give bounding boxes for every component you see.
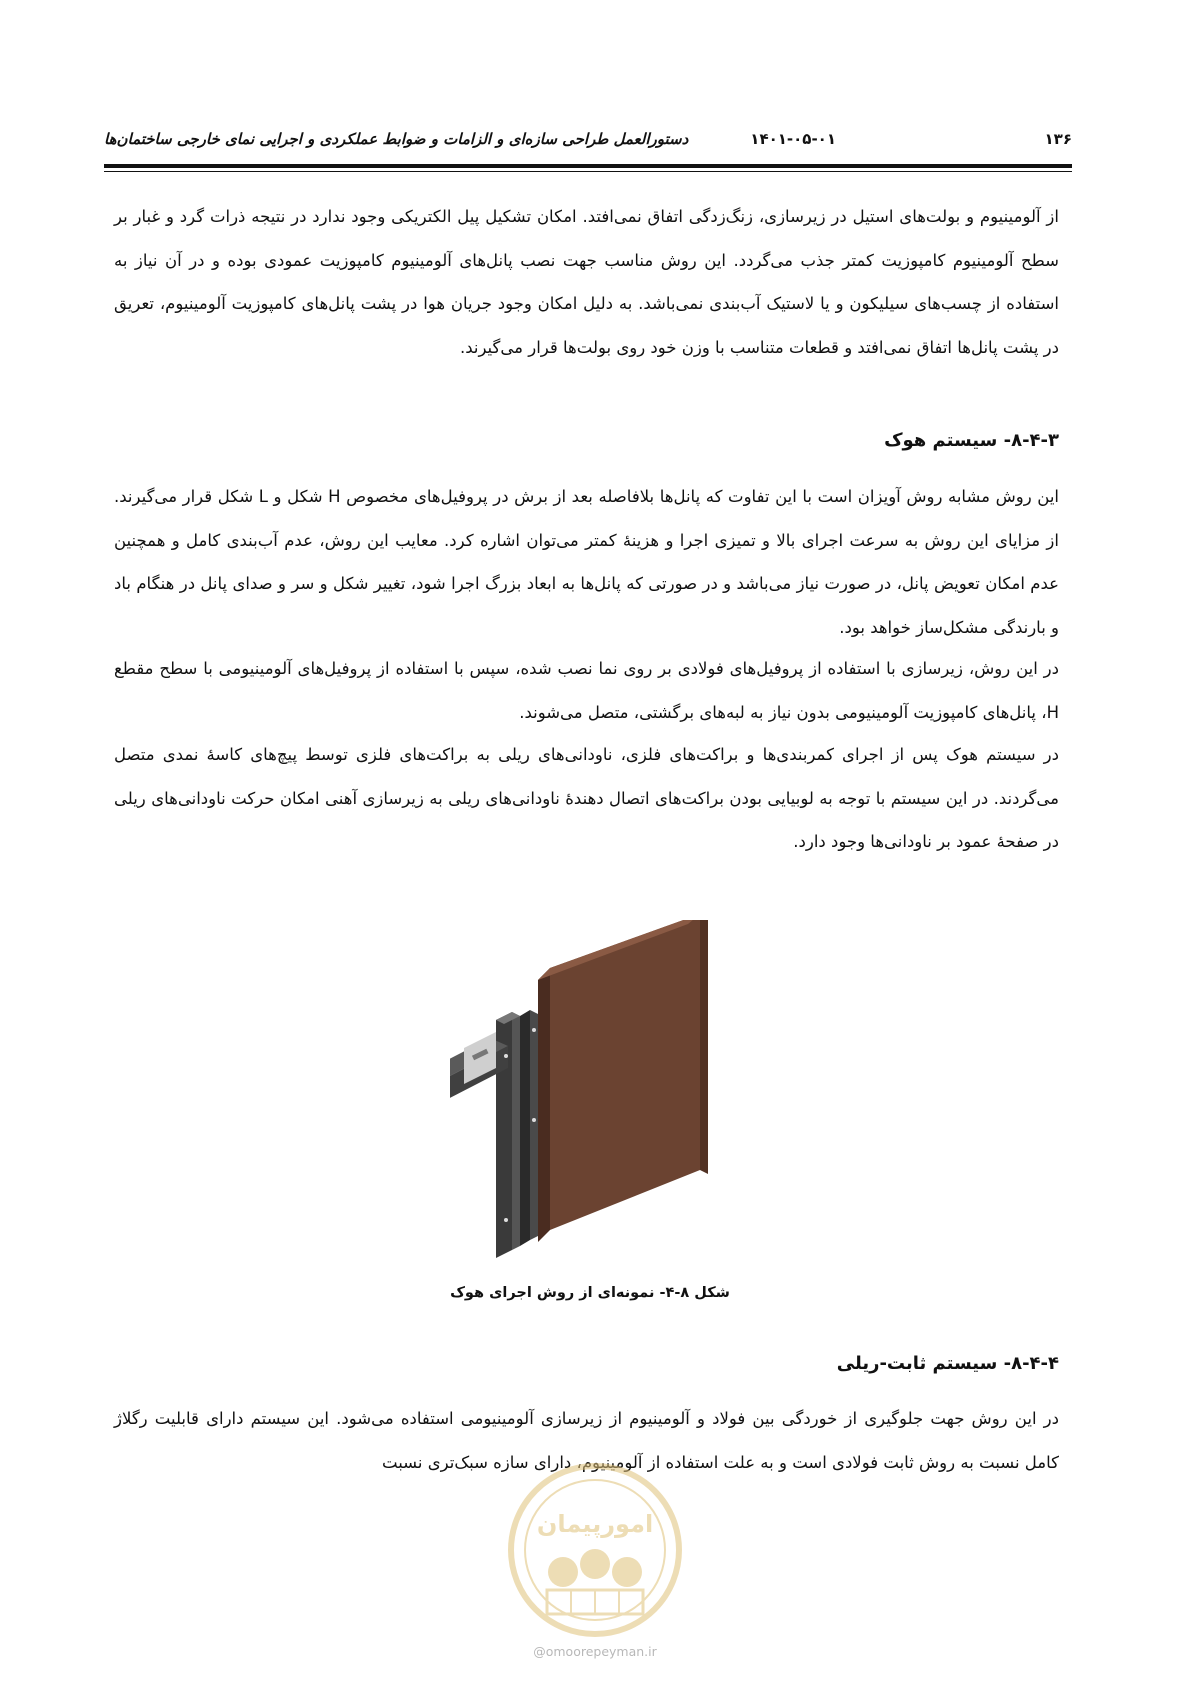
figure-caption: شکل ۸-۴- نمونه‌ای از روش اجرای هوک xyxy=(450,1285,730,1301)
paragraph-hook-description: این روش مشابه روش آویزان است با این تفاوت که پانل‌ها بلافاصله بعد از برش در پروفیل‌های مخصوص H شکل و L شکل قرار می‌گیرند. از مزایای این روش به سرعت اجرای بالا و تمیزی اجرا و هزینهٔ کمتر می‌توان اشاره کرد. معایب این روش، عدم آب‌بندی کامل و همچنین عدم امکان تعویض پانل، در صورت نیاز می‌باشد و در صورتی که پانل‌ها به ابعاد بزرگ اجرا شود، تغییر شکل و سر و صدای پانل در هنگام باد و بارندگی مشکل‌ساز خواهد بود. xyxy=(114,487,1059,637)
watermark-logo-text: امورپیمان xyxy=(536,1510,654,1538)
watermark-url: @omoorepeyman.ir xyxy=(533,1644,657,1659)
header-rule-thin xyxy=(104,171,1072,172)
header-rule-thick xyxy=(104,164,1072,168)
section-heading-fixed-rail-system: ۸-۴-۴- سیستم ثابت-ریلی xyxy=(836,1353,1059,1374)
paragraph-intro: از آلومینیوم و بولت‌های استیل در زیرسازی، زنگ‌زدگی اتفاق نمی‌افتد. امکان تشکیل پیل الکتریکی وجود ندارد در نتیجه ذرات گرد و غبار بر سطح آلومینیوم کامپوزیت کمتر جذب می‌گردد. این روش مناسب جهت نصب پانل‌های آلومینیوم کامپوزیت عمودی بوده و در آن نیاز به استفاده از چسب‌های سیلیکون و یا لاستیک آب‌بندی نمی‌باشد. به دلیل امکان وجود جریان هوا در پشت پانل‌های کامپوزیت آلومینیوم، تعریق در پشت پانل‌ها اتفاق نمی‌افتد و قطعات متناسب با وزن خود روی بولت‌ها قرار می‌گیرند. xyxy=(114,207,1059,357)
paragraph-hook-substructure: در این روش، زیرسازی با استفاده از پروفیل‌های فولادی بر روی نما نصب شده، سپس با استفاده از پروفیل‌های آلومینیومی با سطح مقطع H، پانل‌های کامپوزیت آلومینیومی بدون نیاز به لبه‌های برگشتی، متصل می‌شوند. xyxy=(114,659,1059,722)
page-header xyxy=(104,126,1072,156)
section-heading-hook-system: ۸-۴-۳- سیستم هوک xyxy=(884,430,1059,451)
hook-system-illustration xyxy=(450,920,740,1280)
paragraph-fixed-rail: در این روش جهت جلوگیری از خوردگی بین فولاد و آلومینیوم از زیرسازی آلومینیومی استفاده می‌شود. این سیستم دارای قابلیت رگلاژ کامل نسبت به روش ثابت فولادی است و به علت استفاده از آلومینیوم، دارای سازه سبک‌تری نسبت xyxy=(114,1409,1059,1472)
hook-system-figure xyxy=(450,920,740,1280)
document-title: دستورالعمل طراحی سازه‌ای و الزامات و ضوابط عملکردی و اجرایی نمای خارجی ساختمان‌ها xyxy=(104,130,689,148)
paragraph-hook-rails: در سیستم هوک پس از اجرای کمربندی‌ها و براکت‌های فلزی، ناودانی‌های ریلی به براکت‌های فلزی توسط پیچ‌های کاسهٔ نمدی متصل می‌گردند. در این سیستم با توجه به لوبیایی بودن براکت‌های اتصال دهندهٔ ناودانی‌های ریلی به زیرسازی آهنی امکان حرکت ناودانی‌های ریلی در صفحهٔ عمود بر ناودانی‌ها وجود دارد. xyxy=(114,745,1059,851)
watermark-logo xyxy=(505,1460,685,1640)
document-date: ۱۴۰۱-۰۵-۰۱ xyxy=(750,130,836,148)
page-number: ۱۳۶ xyxy=(1044,130,1072,148)
watermark-seal-icon xyxy=(505,1460,685,1640)
